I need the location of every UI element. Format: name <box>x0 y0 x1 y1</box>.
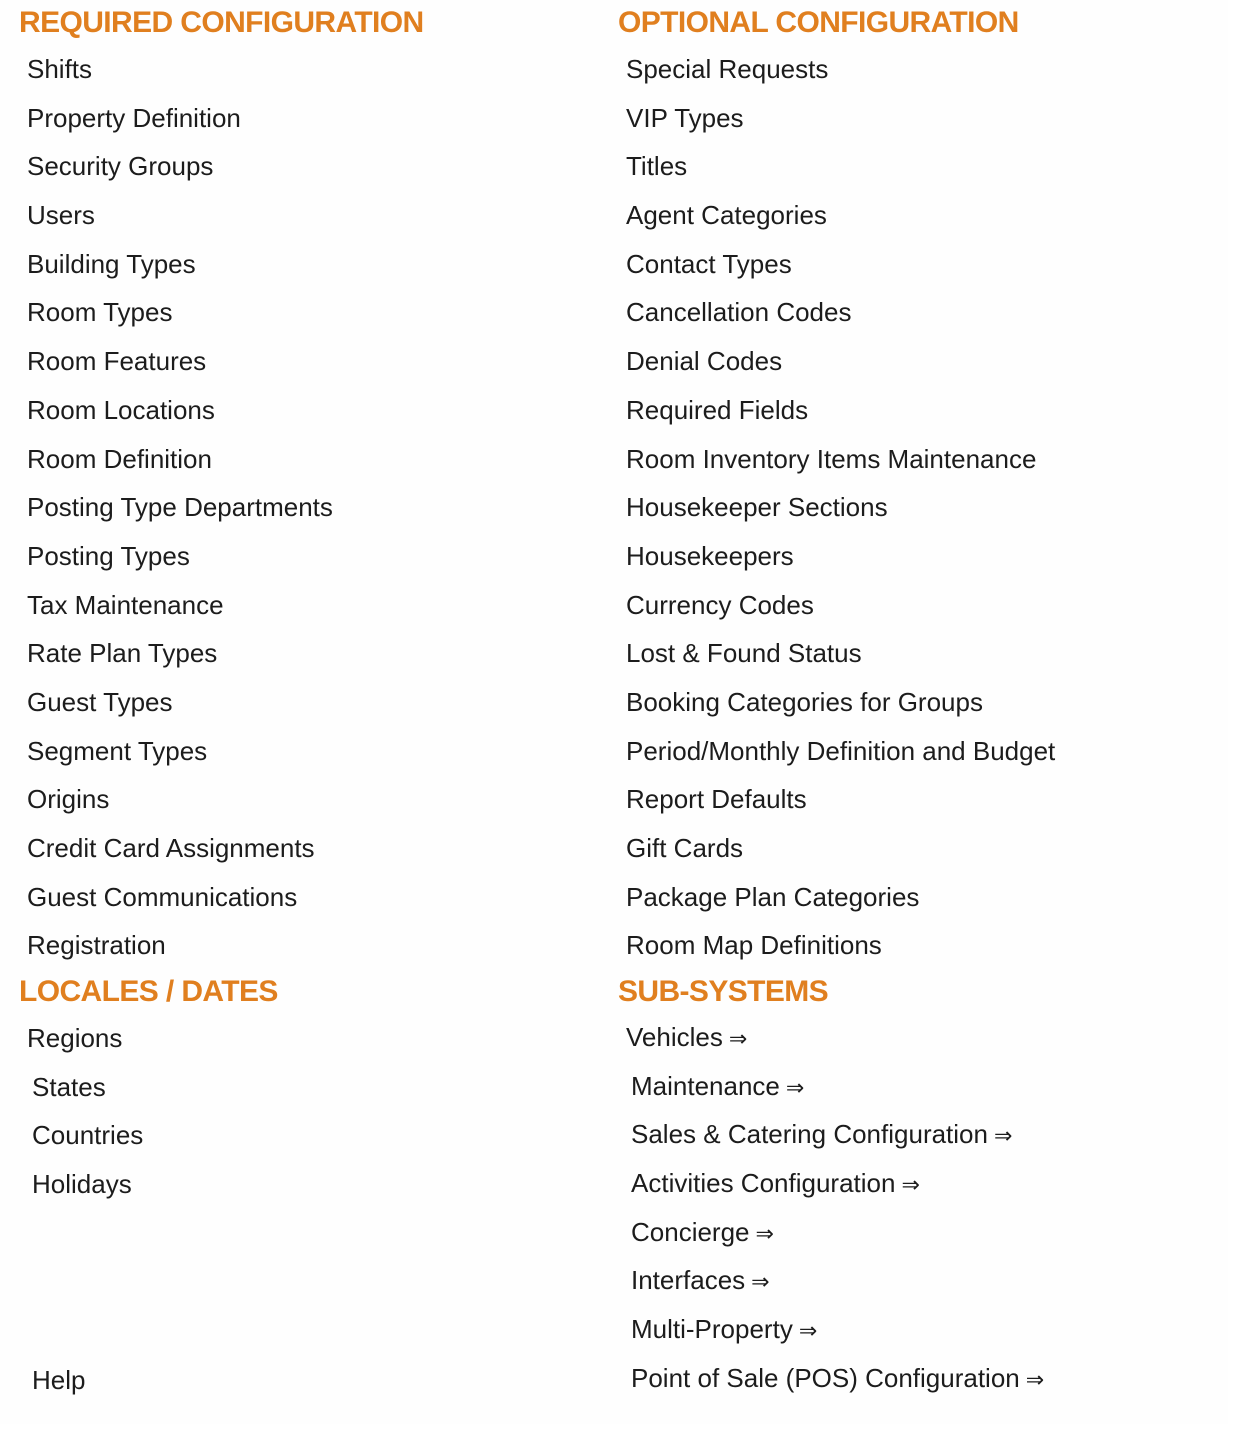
double-right-arrow-icon: ⇒ <box>798 1319 818 1345</box>
optional-config-item[interactable] <box>626 151 1055 200</box>
optional-config-item-label[interactable]: Contact Types <box>626 248 792 279</box>
optional-config-item[interactable] <box>626 882 1055 931</box>
optional-config-item-label[interactable]: Titles <box>626 151 688 182</box>
required-config-item-label[interactable]: Segment Types <box>27 735 208 766</box>
optional-config-item-label[interactable]: Special Requests <box>626 54 829 84</box>
required-config-item[interactable] <box>27 200 333 249</box>
required-config-item[interactable] <box>27 444 333 493</box>
optional-configuration-heading: OPTIONAL CONFIGURATION <box>618 6 1019 39</box>
optional-config-item-label[interactable]: Period/Monthly Definition and Budget <box>626 735 1056 766</box>
required-config-item-label[interactable]: Room Locations <box>27 394 215 425</box>
locales-dates-heading: LOCALES / DATES <box>19 975 278 1008</box>
required-config-item[interactable] <box>27 346 333 395</box>
sub-system-item-label[interactable]: Sales & Catering Configuration <box>631 1119 988 1150</box>
required-config-item-label[interactable]: Property Definition <box>27 102 241 133</box>
sub-system-item[interactable] <box>626 1119 1044 1168</box>
required-config-item[interactable] <box>27 151 333 200</box>
optional-config-item[interactable] <box>626 444 1055 493</box>
required-config-item[interactable] <box>27 736 333 785</box>
sub-system-item-label[interactable]: Vehicles <box>626 1022 723 1052</box>
double-right-arrow-icon: ⇒ <box>751 1270 770 1296</box>
required-config-item[interactable] <box>27 541 333 590</box>
required-config-item[interactable] <box>27 297 333 346</box>
required-config-item-label[interactable]: Shifts <box>27 54 93 84</box>
optional-config-item-label[interactable]: Housekeepers <box>626 540 794 571</box>
required-config-item-label[interactable]: Posting Types <box>27 540 190 571</box>
required-config-item-label[interactable]: Users <box>27 200 95 231</box>
locales-dates-item[interactable] <box>27 1120 143 1169</box>
optional-config-item[interactable] <box>626 249 1055 298</box>
optional-configuration-list <box>626 54 1055 979</box>
double-right-arrow-icon: ⇒ <box>728 1027 748 1052</box>
optional-config-item[interactable] <box>626 395 1055 444</box>
double-right-arrow-icon: ⇒ <box>993 1124 1013 1150</box>
required-configuration-list <box>27 54 333 979</box>
required-config-item-label[interactable]: Room Types <box>27 297 173 328</box>
sub-system-item[interactable] <box>626 1363 1044 1412</box>
locales-dates-item-label[interactable]: States <box>32 1071 106 1102</box>
optional-config-item[interactable] <box>626 784 1055 833</box>
sub-system-item-label[interactable]: Concierge <box>631 1216 750 1247</box>
sub-systems-heading: SUB-SYSTEMS <box>618 975 829 1008</box>
optional-config-item-label[interactable]: Agent Categories <box>626 200 827 231</box>
help-link[interactable] <box>32 1365 85 1414</box>
optional-config-item-label[interactable]: Currency Codes <box>626 589 814 620</box>
optional-config-item[interactable] <box>626 638 1055 687</box>
double-right-arrow-icon: ⇒ <box>901 1173 920 1199</box>
double-right-arrow-icon: ⇒ <box>1025 1367 1045 1393</box>
sub-system-item[interactable] <box>626 1314 1044 1363</box>
required-config-item[interactable] <box>27 784 333 833</box>
required-config-item[interactable] <box>27 833 333 882</box>
required-config-item[interactable] <box>27 103 333 152</box>
required-config-item-label[interactable]: Security Groups <box>27 151 214 182</box>
required-config-item-label[interactable]: Registration <box>27 930 166 961</box>
required-config-item-label[interactable]: Credit Card Assignments <box>27 833 315 863</box>
required-config-item-label[interactable]: Building Types <box>27 248 196 279</box>
optional-config-item-label[interactable]: Gift Cards <box>626 833 744 863</box>
double-right-arrow-icon: ⇒ <box>785 1075 805 1101</box>
sub-systems-list <box>626 1022 1044 1412</box>
optional-config-item-label[interactable]: Required Fields <box>626 394 809 425</box>
locales-dates-list <box>27 1023 143 1218</box>
optional-config-item-label[interactable]: Denial Codes <box>626 346 783 377</box>
optional-config-item-label[interactable]: Lost & Found Status <box>626 638 862 669</box>
required-config-item[interactable] <box>27 882 333 931</box>
required-configuration-heading: REQUIRED CONFIGURATION <box>19 6 424 39</box>
locales-dates-item[interactable] <box>27 1169 143 1218</box>
locales-dates-item-label[interactable]: Holidays <box>32 1169 132 1200</box>
optional-config-item-label[interactable]: Package Plan Categories <box>626 881 920 912</box>
required-config-item-label[interactable]: Posting Type Departments <box>27 492 333 523</box>
optional-config-item[interactable] <box>626 103 1055 152</box>
optional-config-item[interactable] <box>626 297 1055 346</box>
sub-system-item[interactable] <box>626 1071 1044 1120</box>
optional-config-item-label[interactable]: Cancellation Codes <box>626 297 852 328</box>
required-config-item[interactable] <box>27 395 333 444</box>
required-config-item-label[interactable]: Rate Plan Types <box>27 638 218 669</box>
optional-config-item[interactable] <box>626 346 1055 395</box>
optional-config-item-label[interactable]: VIP Types <box>626 102 744 133</box>
sub-system-item-label[interactable]: Multi-Property <box>631 1314 793 1345</box>
optional-config-item[interactable] <box>626 492 1055 541</box>
sub-system-item[interactable] <box>626 1168 1044 1217</box>
optional-config-item[interactable] <box>626 930 1055 979</box>
sub-system-item[interactable] <box>626 1022 1044 1071</box>
sub-system-item-label[interactable]: Interfaces <box>631 1265 746 1296</box>
sub-system-item[interactable] <box>626 1217 1044 1266</box>
optional-config-item[interactable] <box>626 833 1055 882</box>
sub-system-item[interactable] <box>626 1265 1044 1314</box>
double-right-arrow-icon: ⇒ <box>755 1221 774 1247</box>
required-config-item-label[interactable]: Guest Types <box>27 686 173 717</box>
sub-system-item-label[interactable]: Maintenance <box>631 1070 780 1101</box>
optional-config-item[interactable] <box>626 736 1055 785</box>
required-config-item[interactable] <box>27 590 333 639</box>
sub-system-item-label[interactable]: Point of Sale (POS) Configuration <box>631 1362 1020 1393</box>
locales-dates-item-label[interactable]: Countries <box>32 1120 144 1151</box>
help-link-label[interactable]: Help <box>32 1365 86 1395</box>
optional-config-item-label[interactable]: Room Map Definitions <box>626 930 882 961</box>
optional-config-item-label[interactable]: Housekeeper Sections <box>626 492 888 523</box>
required-config-item-label[interactable]: Tax Maintenance <box>27 589 224 620</box>
required-config-item[interactable] <box>27 930 333 979</box>
required-config-item[interactable] <box>27 687 333 736</box>
optional-config-item[interactable] <box>626 54 1055 103</box>
optional-config-item-label[interactable]: Report Defaults <box>626 784 807 815</box>
required-config-item[interactable] <box>27 638 333 687</box>
required-config-item-label[interactable]: Origins <box>27 784 110 815</box>
optional-config-item[interactable] <box>626 541 1055 590</box>
optional-config-item[interactable] <box>626 687 1055 736</box>
optional-config-item[interactable] <box>626 200 1055 249</box>
optional-config-item-label[interactable]: Booking Categories for Groups <box>626 686 983 717</box>
required-config-item[interactable] <box>27 249 333 298</box>
sub-system-item-label[interactable]: Activities Configuration <box>631 1168 896 1199</box>
locales-dates-item[interactable] <box>27 1023 143 1072</box>
required-config-item-label[interactable]: Room Definition <box>27 443 212 474</box>
required-config-item-label[interactable]: Guest Communications <box>27 881 298 912</box>
locales-dates-item[interactable] <box>27 1072 143 1121</box>
locales-dates-item-label[interactable]: Regions <box>27 1023 123 1053</box>
required-config-item[interactable] <box>27 54 333 103</box>
required-config-item[interactable] <box>27 492 333 541</box>
optional-config-item-label[interactable]: Room Inventory Items Maintenance <box>626 443 1037 474</box>
optional-config-item[interactable] <box>626 590 1055 639</box>
required-config-item-label[interactable]: Room Features <box>27 346 207 377</box>
